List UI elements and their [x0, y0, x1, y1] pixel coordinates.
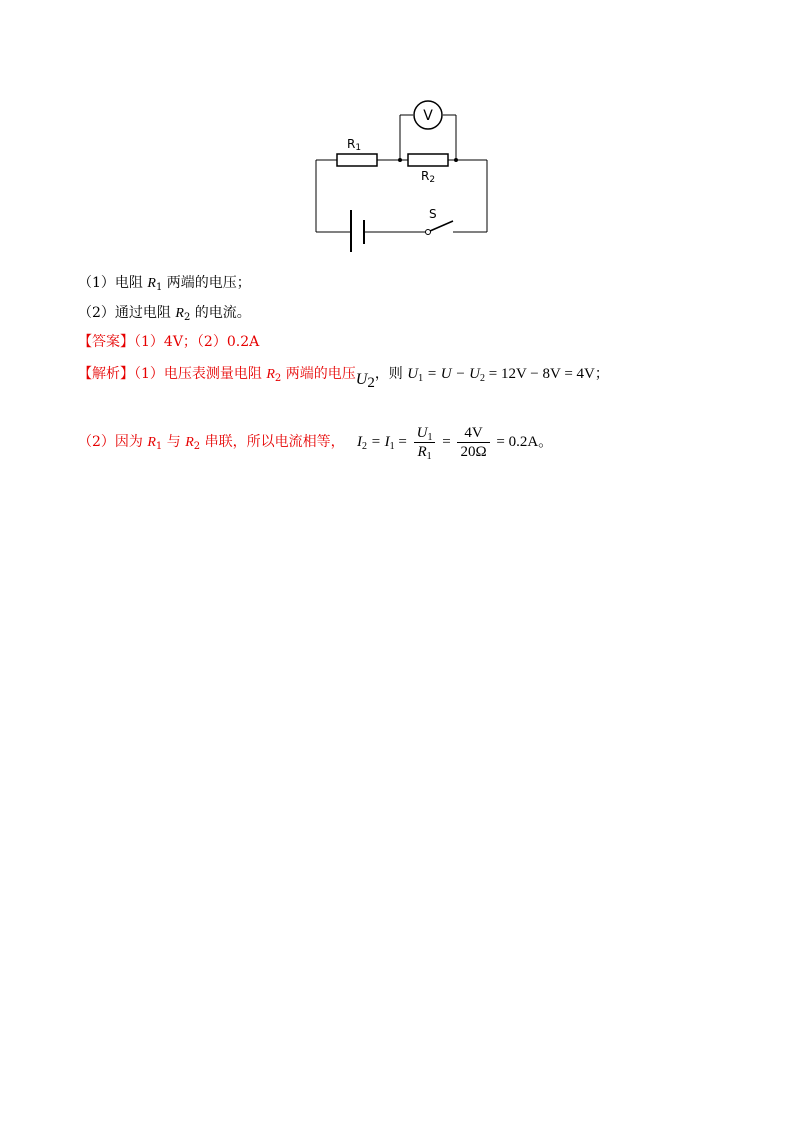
answer-line	[78, 332, 259, 352]
analysis-equation-1: $U_1 = U - U_2 = 12V - 8V = 4V$	[407, 366, 595, 384]
analysis-tag: 【解析】	[78, 366, 134, 382]
analysis-equation-2: $I_2 = I_1$ = $\frac{U_1}{R_1}$ = $\frac{4V}{20\Omega}$ = 0.2A。	[357, 425, 554, 463]
question-1: （1）电阻 $R_1$ 两端的电压；	[78, 275, 251, 293]
fraction-u1-r1: $\frac{U_1}{R_1}$	[414, 424, 436, 461]
fraction-4v-20ohm: $\frac{4V}{20\Omega}$	[457, 424, 489, 461]
voltmeter-label: V	[423, 108, 433, 124]
answer-text: （1）4V；（2）0.2A	[134, 334, 260, 350]
switch-blade	[430, 221, 453, 231]
answer-tag: 【答案】	[78, 334, 134, 350]
analysis-line-1: 【解析】（1）电压表测量电阻 $R_2$ 两端的电压$U_2$，则 $U_1 = U - U_2 = 12V - 8V = 4V$；	[78, 366, 609, 391]
switch-pivot	[426, 230, 431, 235]
r1-label: R1	[347, 137, 362, 153]
r2-label: R2	[421, 169, 436, 185]
question-2: （2）通过电阻 $R_2$ 的电流。	[78, 305, 251, 323]
resistor-r1	[337, 154, 377, 166]
switch-label: S	[429, 207, 437, 221]
analysis-line-2: （2）因为 $R_1$ 与 $R_2$ 串联，所以电流相等， $I_2 = I_1$ = $\frac{U_1}{R_1}$ = $\frac{4V}{20\Omega}$ = 0.2A。	[78, 425, 554, 463]
resistor-r2	[408, 154, 448, 166]
circuit-diagram	[300, 90, 500, 255]
